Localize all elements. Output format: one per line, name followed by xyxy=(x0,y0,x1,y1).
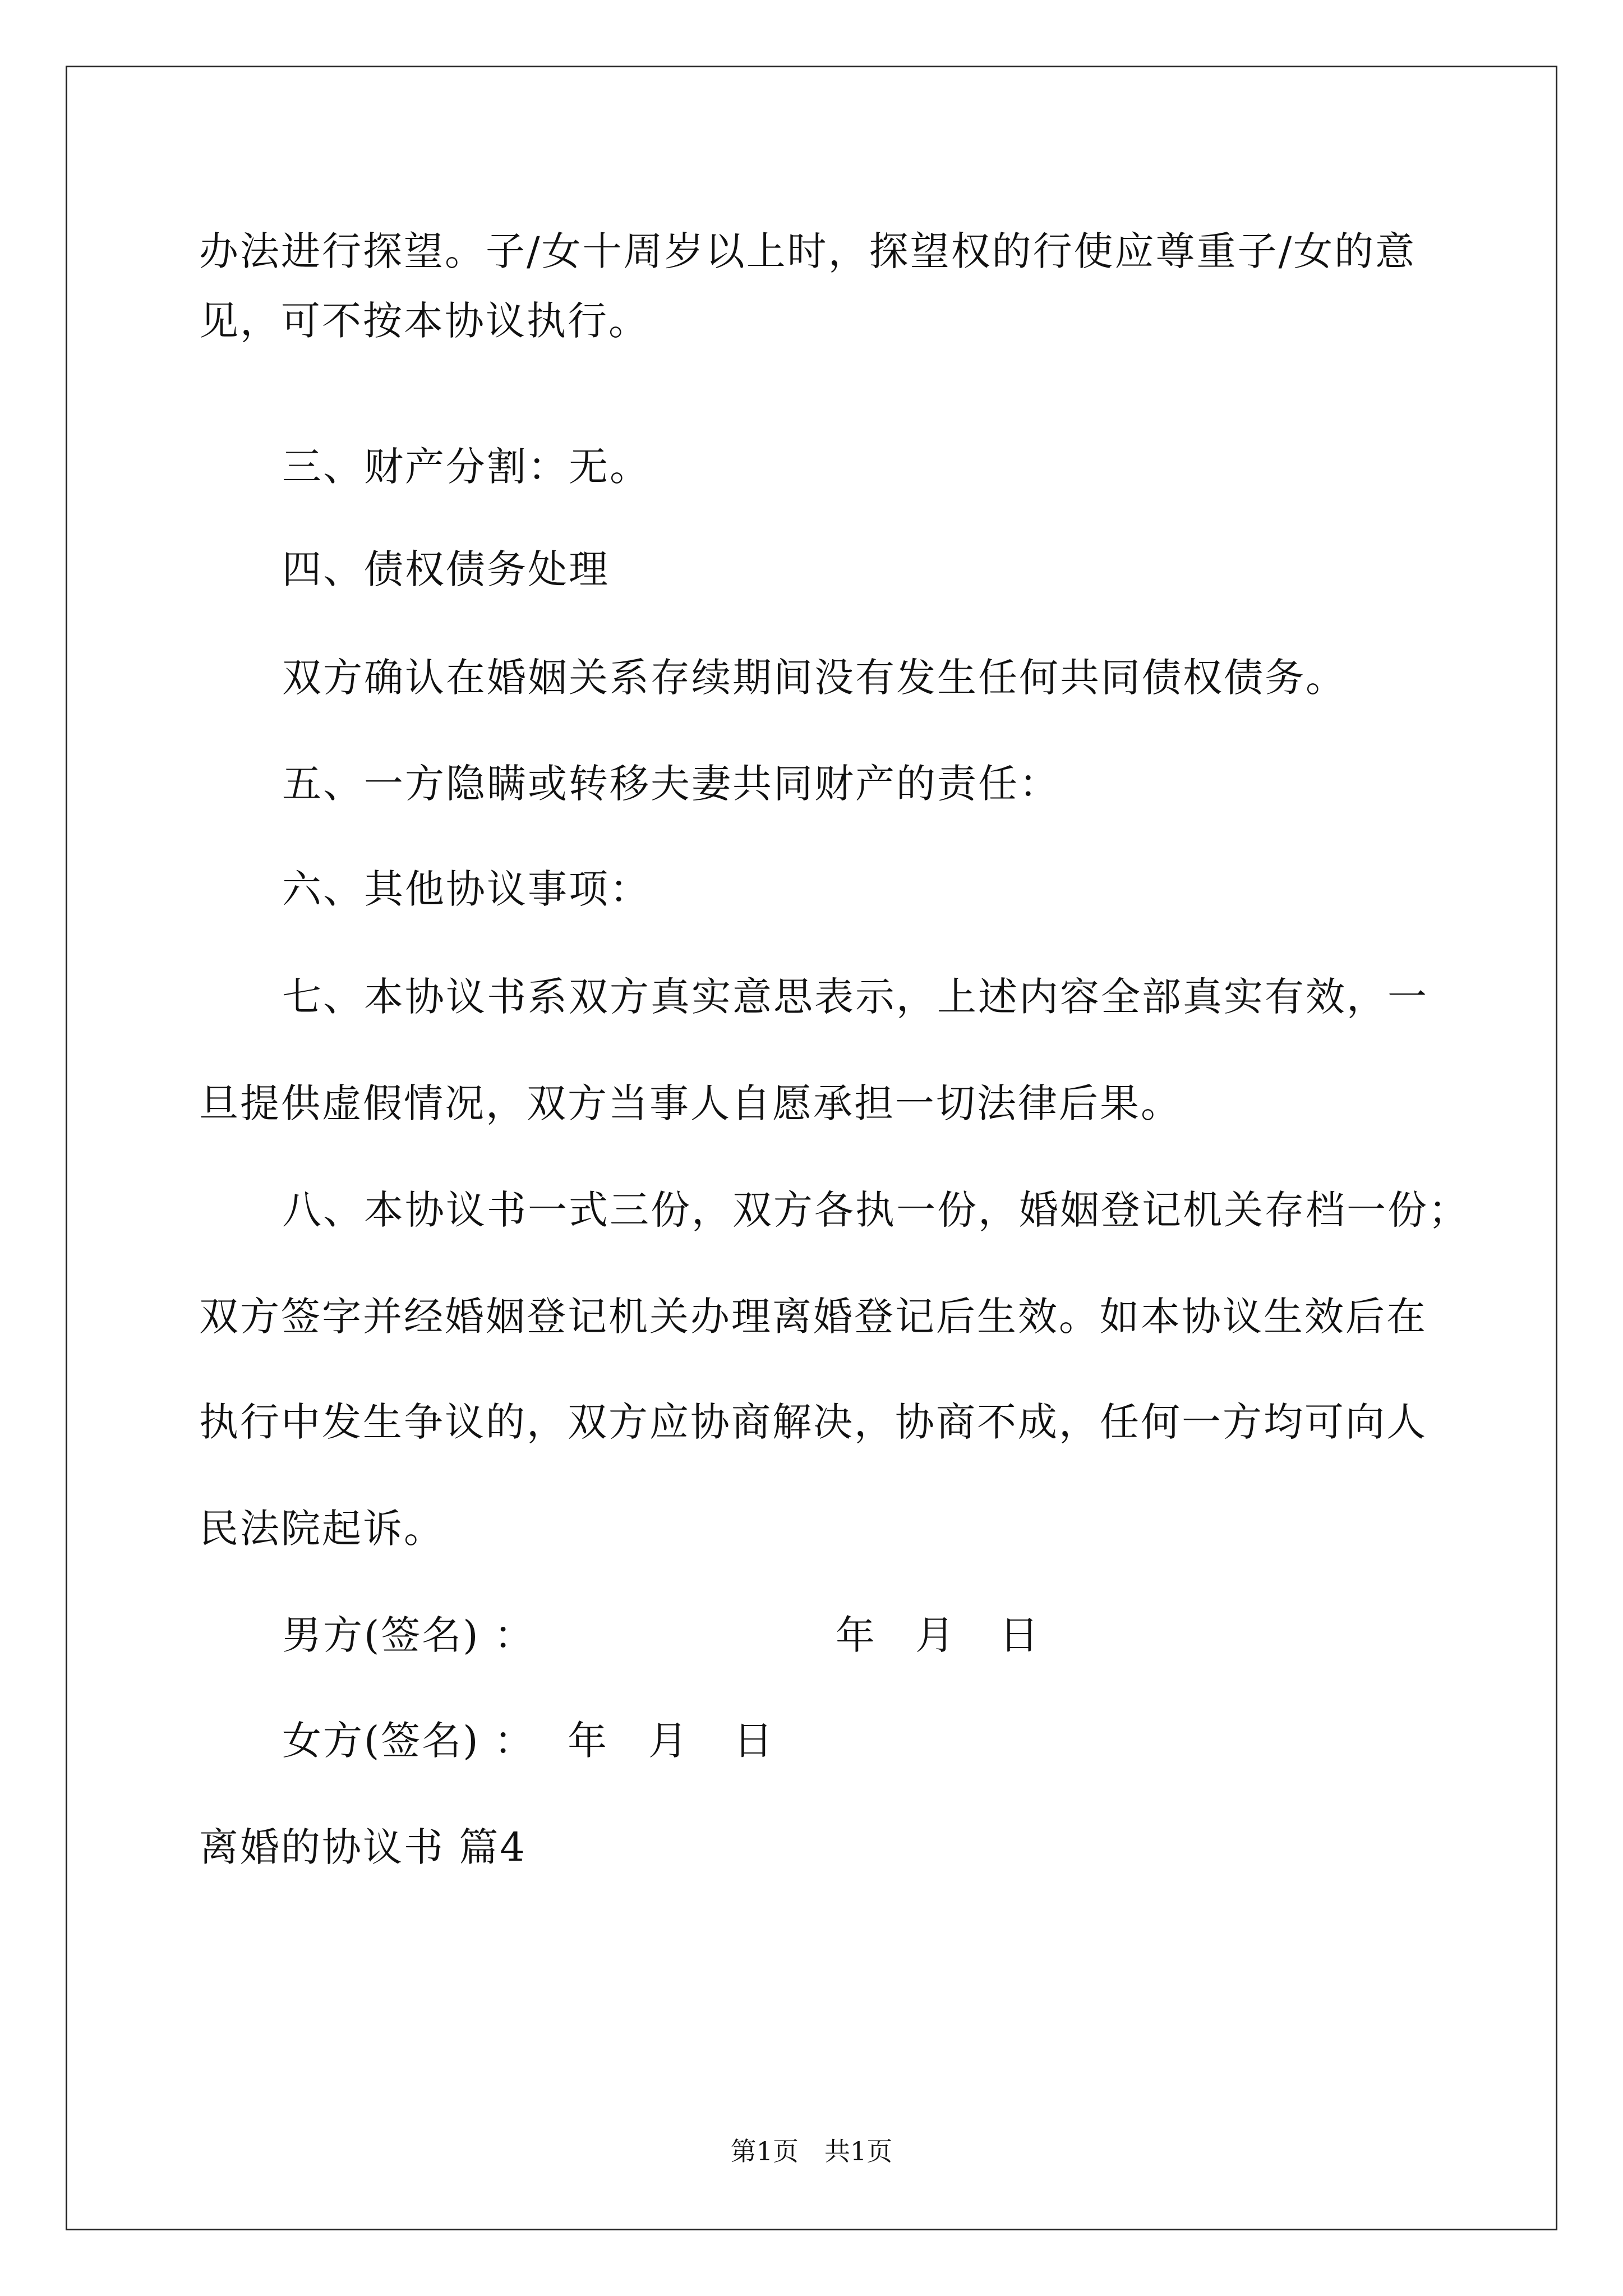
clause-3-property-division: 三、财产分割：无。 xyxy=(282,444,651,490)
page-number-footer: 第1页 共1页 xyxy=(730,2136,893,2166)
clause-8-line-2: 双方签字并经婚姻登记机关办理离婚登记后生效。如本协议生效后在 xyxy=(199,1294,1427,1340)
clause-4-heading: 四、债权债务处理 xyxy=(282,546,610,592)
clause-7-line-1: 七、本协议书系双方真实意思表示，上述内容全部真实有效，一 xyxy=(282,974,1428,1020)
clause-8-line-3: 执行中发生争议的，双方应协商解决，协商不成，任何一方均可向人 xyxy=(199,1399,1427,1445)
body-line-1: 办法进行探望。子/女十周岁以上时，探望权的行使应尊重子/女的意 xyxy=(199,228,1417,274)
female-signature-label: 女方(签名) ： xyxy=(282,1718,535,1764)
clause-5-heading: 五、一方隐瞒或转移夫妻共同财产的责任： xyxy=(282,761,1060,807)
clause-8-line-4: 民法院起诉。 xyxy=(199,1506,445,1552)
male-signature-month: 月 xyxy=(915,1612,955,1658)
male-signature-day: 日 xyxy=(999,1612,1039,1658)
male-signature-year: 年 xyxy=(836,1612,875,1658)
female-signature-month: 月 xyxy=(648,1718,688,1764)
male-signature-label: 男方(签名) ： xyxy=(282,1612,535,1658)
female-signature-year: 年 xyxy=(568,1718,607,1764)
section-heading: 离婚的协议书 篇4 xyxy=(199,1824,527,1870)
body-line-2: 见，可不按本协议执行。 xyxy=(199,298,649,344)
clause-4-body: 双方确认在婚姻关系存续期间没有发生任何共同债权债务。 xyxy=(282,655,1347,701)
clause-6-heading: 六、其他协议事项： xyxy=(282,866,651,912)
clause-7-line-2: 旦提供虚假情况，双方当事人自愿承担一切法律后果。 xyxy=(199,1080,1182,1126)
female-signature-day: 日 xyxy=(734,1718,773,1764)
clause-8-line-1: 八、本协议书一式三份，双方各执一份，婚姻登记机关存档一份； xyxy=(282,1187,1469,1233)
page-border xyxy=(66,66,1557,2230)
